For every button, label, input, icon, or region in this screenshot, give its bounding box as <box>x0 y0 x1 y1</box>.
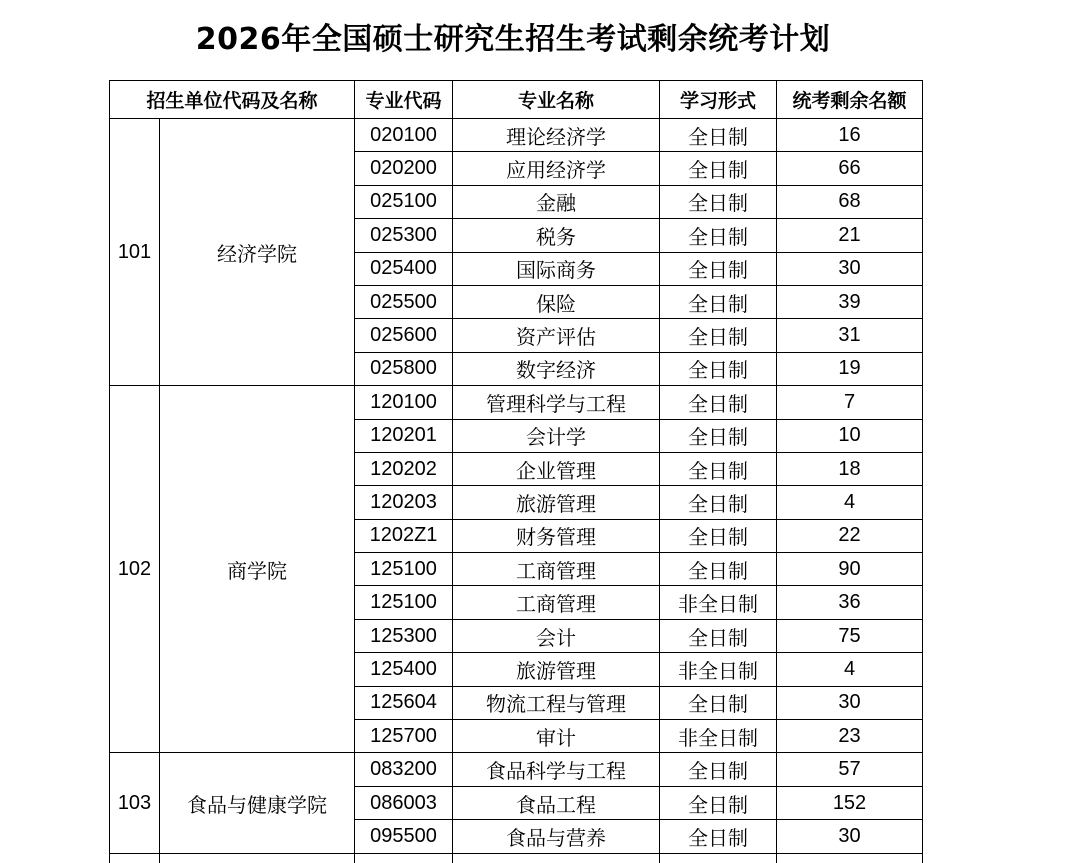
major-name-cell: 食品工程 <box>453 786 660 819</box>
major-name-cell: 食品科学与工程 <box>453 753 660 786</box>
remaining-quota-cell: 30 <box>777 252 923 285</box>
study-mode-cell: 全日制 <box>660 452 777 485</box>
major-code-cell: 120201 <box>355 419 453 452</box>
study-mode-cell: 全日制 <box>660 185 777 218</box>
study-mode-cell: 全日制 <box>660 686 777 719</box>
major-code-cell: 125300 <box>355 619 453 652</box>
major-code-cell: 020200 <box>355 152 453 185</box>
empty-cell <box>660 853 777 863</box>
major-name-cell: 数字经济 <box>453 352 660 385</box>
remaining-quota-cell: 4 <box>777 653 923 686</box>
table-row <box>110 386 923 419</box>
study-mode-cell: 全日制 <box>660 553 777 586</box>
major-code-cell: 086003 <box>355 786 453 819</box>
study-mode-cell: 全日制 <box>660 820 777 853</box>
study-mode-cell: 全日制 <box>660 352 777 385</box>
empty-cell <box>777 853 923 863</box>
remaining-quota-cell: 39 <box>777 285 923 318</box>
study-mode-cell: 全日制 <box>660 152 777 185</box>
remaining-quota-cell: 7 <box>777 386 923 419</box>
remaining-quota-cell: 36 <box>777 586 923 619</box>
header-study-mode: 学习形式 <box>660 81 777 119</box>
remaining-quota-cell: 68 <box>777 185 923 218</box>
major-name-cell: 应用经济学 <box>453 152 660 185</box>
major-name-cell: 管理科学与工程 <box>453 386 660 419</box>
empty-cell <box>160 853 355 863</box>
major-name-cell: 会计学 <box>453 419 660 452</box>
study-mode-cell: 非全日制 <box>660 586 777 619</box>
major-code-cell: 125700 <box>355 720 453 753</box>
major-code-cell: 025100 <box>355 185 453 218</box>
remaining-quota-cell: 18 <box>777 452 923 485</box>
remaining-quota-cell: 10 <box>777 419 923 452</box>
major-name-cell: 税务 <box>453 219 660 252</box>
study-mode-cell: 全日制 <box>660 486 777 519</box>
remaining-quota-cell: 152 <box>777 786 923 819</box>
major-name-cell: 资产评估 <box>453 319 660 352</box>
study-mode-cell: 全日制 <box>660 786 777 819</box>
major-code-cell: 083200 <box>355 753 453 786</box>
remaining-quota-cell: 4 <box>777 486 923 519</box>
major-name-cell: 食品与营养 <box>453 820 660 853</box>
header-major-code: 专业代码 <box>355 81 453 119</box>
table-header-row <box>110 81 923 119</box>
empty-cell <box>110 853 160 863</box>
remaining-quota-cell: 30 <box>777 820 923 853</box>
remaining-quota-cell: 31 <box>777 319 923 352</box>
table-row-cut-off <box>110 853 923 863</box>
remaining-quota-cell: 90 <box>777 553 923 586</box>
unit-code-cell: 101 <box>110 119 160 386</box>
major-name-cell: 理论经济学 <box>453 119 660 152</box>
study-mode-cell: 非全日制 <box>660 720 777 753</box>
major-name-cell: 金融 <box>453 185 660 218</box>
study-mode-cell: 全日制 <box>660 753 777 786</box>
header-unit: 招生单位代码及名称 <box>110 81 355 119</box>
major-name-cell: 企业管理 <box>453 452 660 485</box>
remaining-quota-cell: 75 <box>777 619 923 652</box>
remaining-quota-cell: 23 <box>777 720 923 753</box>
major-name-cell: 工商管理 <box>453 553 660 586</box>
major-code-cell: 025800 <box>355 352 453 385</box>
remaining-quota-cell: 19 <box>777 352 923 385</box>
remaining-quota-cell: 21 <box>777 219 923 252</box>
unit-name-cell: 经济学院 <box>160 119 355 386</box>
study-mode-cell: 全日制 <box>660 319 777 352</box>
page-title: 2026年全国硕士研究生招生考试剩余统考计划 <box>0 14 1026 58</box>
major-name-cell: 会计 <box>453 619 660 652</box>
study-mode-cell: 全日制 <box>660 419 777 452</box>
unit-name-cell: 商学院 <box>160 386 355 753</box>
remaining-quota-cell: 30 <box>777 686 923 719</box>
study-mode-cell: 全日制 <box>660 219 777 252</box>
table-row <box>110 119 923 152</box>
remaining-quota-cell: 66 <box>777 152 923 185</box>
remaining-quota-cell: 16 <box>777 119 923 152</box>
header-remaining: 统考剩余名额 <box>777 81 923 119</box>
major-name-cell: 旅游管理 <box>453 486 660 519</box>
major-code-cell: 120100 <box>355 386 453 419</box>
major-name-cell: 财务管理 <box>453 519 660 552</box>
remaining-quota-cell: 57 <box>777 753 923 786</box>
major-name-cell: 物流工程与管理 <box>453 686 660 719</box>
study-mode-cell: 全日制 <box>660 119 777 152</box>
major-name-cell: 保险 <box>453 285 660 318</box>
table-row <box>110 753 923 786</box>
unit-name-cell: 食品与健康学院 <box>160 753 355 853</box>
unit-code-cell: 102 <box>110 386 160 753</box>
remaining-quota-cell: 22 <box>777 519 923 552</box>
major-name-cell: 审计 <box>453 720 660 753</box>
major-code-cell: 020100 <box>355 119 453 152</box>
unit-code-cell: 103 <box>110 753 160 853</box>
empty-cell <box>355 853 453 863</box>
major-code-cell: 120202 <box>355 452 453 485</box>
major-name-cell: 旅游管理 <box>453 653 660 686</box>
major-code-cell: 025400 <box>355 252 453 285</box>
study-mode-cell: 非全日制 <box>660 653 777 686</box>
study-mode-cell: 全日制 <box>660 285 777 318</box>
major-code-cell: 125100 <box>355 586 453 619</box>
study-mode-cell: 全日制 <box>660 252 777 285</box>
major-code-cell: 125400 <box>355 653 453 686</box>
table-body <box>110 119 923 863</box>
major-name-cell: 国际商务 <box>453 252 660 285</box>
empty-cell <box>453 853 660 863</box>
study-mode-cell: 全日制 <box>660 386 777 419</box>
remaining-quota-table <box>109 80 923 863</box>
major-code-cell: 125100 <box>355 553 453 586</box>
study-mode-cell: 全日制 <box>660 519 777 552</box>
major-code-cell: 095500 <box>355 820 453 853</box>
header-major-name: 专业名称 <box>453 81 660 119</box>
study-mode-cell: 全日制 <box>660 619 777 652</box>
major-code-cell: 1202Z1 <box>355 519 453 552</box>
major-name-cell: 工商管理 <box>453 586 660 619</box>
major-code-cell: 120203 <box>355 486 453 519</box>
major-code-cell: 025600 <box>355 319 453 352</box>
major-code-cell: 125604 <box>355 686 453 719</box>
major-code-cell: 025500 <box>355 285 453 318</box>
major-code-cell: 025300 <box>355 219 453 252</box>
